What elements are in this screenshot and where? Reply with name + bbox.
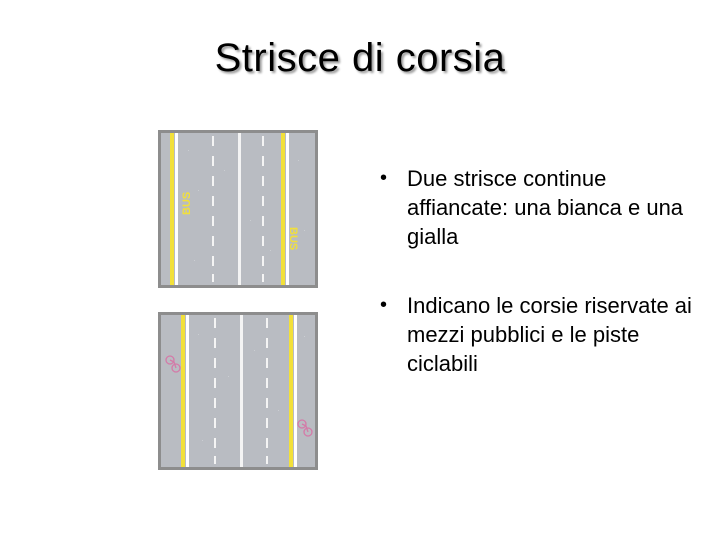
- bullet-dot-icon: •: [380, 167, 388, 189]
- bullet-dot-icon: •: [380, 294, 388, 316]
- bike-lane-road-image: [158, 312, 318, 470]
- bullet-text-2: Indicano le corsie riservate ai mezzi pubblici e le piste ciclabili: [407, 293, 692, 376]
- slide-title: Strisce di corsia: [214, 36, 506, 80]
- bullet-item-2: [380, 291, 700, 378]
- bus-marking-right: BUS: [287, 227, 299, 251]
- bus-lane-road-image: [158, 130, 318, 288]
- bullet-list: [380, 164, 700, 418]
- bullet-item-1: [380, 164, 700, 251]
- bullet-text-1: Due strisce continue affiancate: una bianca e una gialla: [407, 166, 684, 249]
- bus-marking-left: BUS: [181, 191, 193, 215]
